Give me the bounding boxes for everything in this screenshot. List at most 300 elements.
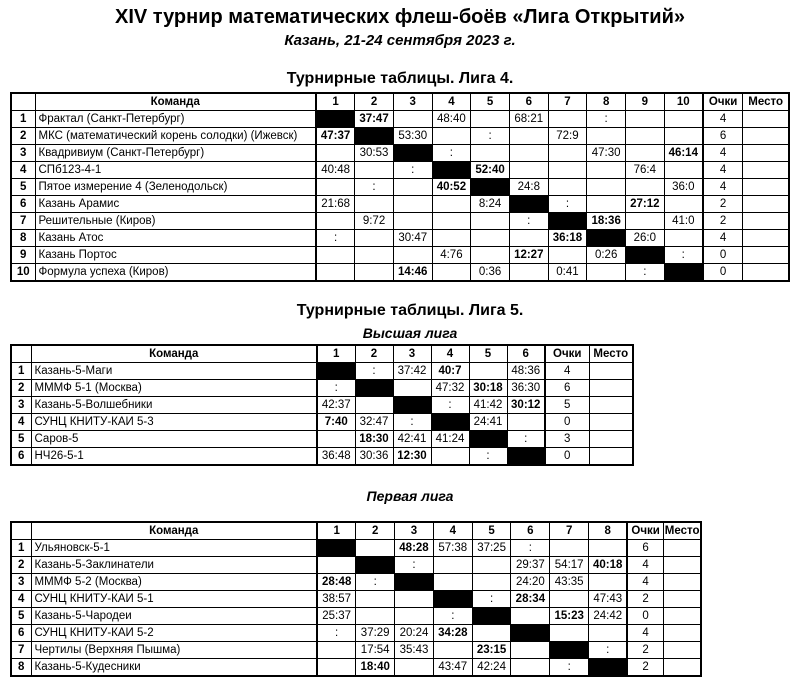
result-cell — [587, 179, 626, 196]
result-cell — [431, 448, 469, 466]
document-title: XIV турнир математических флеш-боёв «Лига Открытий» — [114, 6, 685, 28]
table-row — [11, 380, 633, 397]
place-cell — [743, 264, 789, 282]
result-cell: : — [317, 380, 355, 397]
result-cell: 47:30 — [587, 145, 626, 162]
higher-league-title: Высшая лига — [362, 325, 458, 341]
team-name: Ульяновск-5-1 — [31, 540, 317, 557]
result-cell — [433, 574, 472, 591]
points-cell: 0 — [545, 414, 589, 431]
header-team: Команда — [31, 522, 317, 540]
result-cell: 42:37 — [317, 397, 355, 414]
result-cell — [317, 557, 356, 574]
team-name: СУНЦ КНИТУ-КАИ 5-1 — [31, 591, 317, 608]
result-cell — [471, 111, 510, 128]
result-cell — [356, 540, 395, 557]
header-opponent-2: 2 — [355, 345, 393, 363]
diagonal-cell — [511, 625, 550, 642]
place-cell — [589, 397, 633, 414]
result-cell: 47:37 — [316, 128, 355, 145]
higher-league-table — [10, 344, 634, 466]
points-cell: 0 — [703, 247, 743, 264]
result-cell — [589, 540, 628, 557]
diagonal-cell — [317, 363, 355, 380]
result-cell — [626, 111, 665, 128]
points-cell: 0 — [545, 448, 589, 466]
league4-title: Турнирные таблицы. Лига 4. — [286, 70, 514, 87]
header-opponent-8: 8 — [589, 522, 628, 540]
result-cell — [664, 128, 703, 145]
result-cell: 24:41 — [469, 414, 507, 431]
table-row — [11, 431, 633, 448]
first-league-title: Первая лига — [366, 488, 454, 504]
header-opponent-2: 2 — [355, 93, 394, 111]
row-number: 3 — [11, 145, 35, 162]
result-cell: 68:21 — [509, 111, 548, 128]
result-cell: 41:24 — [431, 431, 469, 448]
result-cell: 46:14 — [664, 145, 703, 162]
row-number: 1 — [11, 111, 35, 128]
result-cell: : — [317, 625, 356, 642]
place-cell — [743, 128, 789, 145]
diagonal-cell — [550, 642, 589, 659]
result-cell: 0:26 — [587, 247, 626, 264]
result-cell: : — [432, 145, 471, 162]
header-opponent-3: 3 — [393, 93, 432, 111]
header-opponent-10: 10 — [664, 93, 703, 111]
header-points: Очки — [627, 522, 663, 540]
diagonal-cell — [587, 230, 626, 247]
result-cell: 42:24 — [472, 659, 511, 677]
result-cell — [393, 380, 431, 397]
row-number: 3 — [11, 574, 31, 591]
result-cell: : — [355, 363, 393, 380]
result-cell: 28:48 — [317, 574, 356, 591]
result-cell — [356, 591, 395, 608]
team-name: Фрактал (Санкт-Петербург) — [35, 111, 316, 128]
diagonal-cell — [317, 540, 356, 557]
result-cell: 54:17 — [550, 557, 589, 574]
result-cell — [395, 659, 434, 677]
header-opponent-4: 4 — [431, 345, 469, 363]
result-cell — [355, 264, 394, 282]
result-cell — [587, 264, 626, 282]
table-row — [11, 448, 633, 466]
place-cell — [589, 363, 633, 380]
team-name: Квадривиум (Санкт-Петербург) — [35, 145, 316, 162]
header-opponent-3: 3 — [395, 522, 434, 540]
table-row — [11, 414, 633, 431]
points-cell: 4 — [703, 162, 743, 179]
result-cell — [471, 247, 510, 264]
row-number: 2 — [11, 380, 31, 397]
points-cell: 2 — [627, 659, 663, 677]
league4-table — [10, 92, 790, 282]
result-cell — [548, 247, 587, 264]
row-number: 10 — [11, 264, 35, 282]
result-cell — [548, 179, 587, 196]
result-cell — [472, 625, 511, 642]
team-name: Решительные (Киров) — [35, 213, 316, 230]
diagonal-cell — [589, 659, 628, 677]
diagonal-cell — [395, 574, 434, 591]
diagonal-cell — [431, 414, 469, 431]
header-place: Место — [743, 93, 789, 111]
table-row — [11, 264, 789, 282]
table-row — [11, 162, 789, 179]
result-cell: 47:32 — [431, 380, 469, 397]
result-cell: 14:46 — [393, 264, 432, 282]
team-name: Пятое измерение 4 (Зеленодольск) — [35, 179, 316, 196]
result-cell — [316, 213, 355, 230]
result-cell: : — [472, 591, 511, 608]
place-cell — [743, 196, 789, 213]
result-cell — [395, 591, 434, 608]
row-number: 1 — [11, 540, 31, 557]
result-cell: : — [511, 540, 550, 557]
result-cell: 23:15 — [472, 642, 511, 659]
row-number: 5 — [11, 431, 31, 448]
header-row — [11, 522, 701, 540]
team-name: МКС (математический корень солодки) (Ижевск) — [35, 128, 316, 145]
place-cell — [589, 380, 633, 397]
result-cell: 15:23 — [550, 608, 589, 625]
place-cell — [589, 431, 633, 448]
result-cell — [471, 145, 510, 162]
header-opponent-4: 4 — [432, 93, 471, 111]
diagonal-cell — [548, 213, 587, 230]
table-row — [11, 625, 701, 642]
place-cell — [663, 540, 701, 557]
table-row — [11, 230, 789, 247]
place-cell — [663, 591, 701, 608]
points-cell: 2 — [627, 591, 663, 608]
header-opponent-9: 9 — [626, 93, 665, 111]
table-row — [11, 397, 633, 414]
result-cell — [472, 574, 511, 591]
result-cell — [316, 179, 355, 196]
points-cell: 4 — [703, 230, 743, 247]
result-cell: 26:0 — [626, 230, 665, 247]
result-cell: : — [355, 179, 394, 196]
place-cell — [663, 608, 701, 625]
place-cell — [743, 111, 789, 128]
result-cell — [432, 230, 471, 247]
result-cell: : — [626, 264, 665, 282]
result-cell — [626, 145, 665, 162]
header-points: Очки — [703, 93, 743, 111]
result-cell: 52:40 — [471, 162, 510, 179]
result-cell: 21:68 — [316, 196, 355, 213]
table-row — [11, 557, 701, 574]
diagonal-cell — [393, 145, 432, 162]
team-name: СПб123-4-1 — [35, 162, 316, 179]
header-opponent-6: 6 — [509, 93, 548, 111]
result-cell — [432, 213, 471, 230]
place-cell — [743, 247, 789, 264]
header-number — [11, 522, 31, 540]
result-cell — [355, 247, 394, 264]
points-cell: 4 — [627, 557, 663, 574]
result-cell — [316, 145, 355, 162]
result-cell — [664, 111, 703, 128]
diagonal-cell — [469, 431, 507, 448]
result-cell — [355, 196, 394, 213]
team-name: Казань Атос — [35, 230, 316, 247]
result-cell — [589, 574, 628, 591]
header-opponent-1: 1 — [316, 93, 355, 111]
row-number: 4 — [11, 162, 35, 179]
diagonal-cell — [316, 111, 355, 128]
result-cell: 24:8 — [509, 179, 548, 196]
place-cell — [663, 574, 701, 591]
team-name: Казань Портос — [35, 247, 316, 264]
result-cell: 30:36 — [355, 448, 393, 466]
points-cell: 6 — [627, 540, 663, 557]
points-cell: 0 — [703, 264, 743, 282]
table-row — [11, 179, 789, 196]
diagonal-cell — [664, 264, 703, 282]
result-cell — [432, 264, 471, 282]
result-cell: 28:34 — [511, 591, 550, 608]
result-cell: : — [433, 608, 472, 625]
result-cell: 43:47 — [433, 659, 472, 677]
result-cell: 37:47 — [355, 111, 394, 128]
table-row — [11, 247, 789, 264]
table-row — [11, 213, 789, 230]
header-opponent-6: 6 — [507, 345, 545, 363]
diagonal-cell — [471, 179, 510, 196]
result-cell: : — [589, 642, 628, 659]
result-cell — [507, 414, 545, 431]
place-cell — [743, 213, 789, 230]
table-row — [11, 540, 701, 557]
result-cell: 36:18 — [548, 230, 587, 247]
result-cell: 20:24 — [395, 625, 434, 642]
header-opponent-3: 3 — [393, 345, 431, 363]
table-row — [11, 574, 701, 591]
result-cell: 37:42 — [393, 363, 431, 380]
result-cell: 8:24 — [471, 196, 510, 213]
result-cell: 53:30 — [393, 128, 432, 145]
result-cell: : — [356, 574, 395, 591]
row-number: 8 — [11, 230, 35, 247]
header-opponent-1: 1 — [317, 522, 356, 540]
table-row — [11, 363, 633, 380]
header-opponent-1: 1 — [317, 345, 355, 363]
result-cell: 32:47 — [355, 414, 393, 431]
result-cell: 41:42 — [469, 397, 507, 414]
result-cell: : — [548, 196, 587, 213]
team-name: НЧ26-5-1 — [31, 448, 317, 466]
header-opponent-7: 7 — [548, 93, 587, 111]
team-name: Казань-5-Заклинатели — [31, 557, 317, 574]
result-cell: 43:35 — [550, 574, 589, 591]
result-cell — [355, 397, 393, 414]
points-cell: 2 — [703, 213, 743, 230]
result-cell — [511, 608, 550, 625]
result-cell — [469, 363, 507, 380]
result-cell — [509, 128, 548, 145]
result-cell: 40:18 — [589, 557, 628, 574]
points-cell: 4 — [627, 574, 663, 591]
diagonal-cell — [355, 128, 394, 145]
row-number: 5 — [11, 608, 31, 625]
result-cell: 48:28 — [395, 540, 434, 557]
table-row — [11, 642, 701, 659]
result-cell: 48:40 — [432, 111, 471, 128]
team-name: Формула успеха (Киров) — [35, 264, 316, 282]
result-cell: 37:29 — [356, 625, 395, 642]
result-cell: : — [469, 448, 507, 466]
row-number: 7 — [11, 642, 31, 659]
result-cell: 36:0 — [664, 179, 703, 196]
place-cell — [589, 414, 633, 431]
team-name: Казань-5-Маги — [31, 363, 317, 380]
result-cell — [626, 213, 665, 230]
header-opponent-5: 5 — [472, 522, 511, 540]
result-cell — [472, 557, 511, 574]
header-opponent-4: 4 — [433, 522, 472, 540]
result-cell — [626, 128, 665, 145]
result-cell: 57:38 — [433, 540, 472, 557]
place-cell — [663, 557, 701, 574]
diagonal-cell — [393, 397, 431, 414]
diagonal-cell — [507, 448, 545, 466]
result-cell — [664, 162, 703, 179]
result-cell: 30:12 — [507, 397, 545, 414]
result-cell: 47:43 — [589, 591, 628, 608]
result-cell: 37:25 — [472, 540, 511, 557]
table-row — [11, 659, 701, 677]
result-cell — [587, 196, 626, 213]
result-cell: 40:52 — [432, 179, 471, 196]
result-cell: 30:18 — [469, 380, 507, 397]
result-cell: 7:40 — [317, 414, 355, 431]
result-cell — [395, 608, 434, 625]
result-cell: 0:41 — [548, 264, 587, 282]
team-name: Казань-5-Волшебники — [31, 397, 317, 414]
result-cell — [548, 162, 587, 179]
result-cell: 40:7 — [431, 363, 469, 380]
table-row — [11, 196, 789, 213]
result-cell — [664, 230, 703, 247]
result-cell: : — [550, 659, 589, 677]
result-cell: 76:4 — [626, 162, 665, 179]
result-cell — [626, 179, 665, 196]
place-cell — [663, 659, 701, 677]
result-cell: 12:30 — [393, 448, 431, 466]
header-opponent-2: 2 — [356, 522, 395, 540]
row-number: 3 — [11, 397, 31, 414]
result-cell — [509, 162, 548, 179]
result-cell: : — [507, 431, 545, 448]
diagonal-cell — [626, 247, 665, 264]
header-opponent-7: 7 — [550, 522, 589, 540]
row-number: 2 — [11, 557, 31, 574]
result-cell — [471, 213, 510, 230]
result-cell: 25:37 — [317, 608, 356, 625]
diagonal-cell — [356, 557, 395, 574]
place-cell — [663, 642, 701, 659]
result-cell: : — [393, 162, 432, 179]
team-name: Чертилы (Верхняя Пышма) — [31, 642, 317, 659]
result-cell — [393, 247, 432, 264]
row-number: 6 — [11, 448, 31, 466]
result-cell — [317, 431, 355, 448]
header-row — [11, 93, 789, 111]
result-cell: 30:47 — [393, 230, 432, 247]
points-cell: 4 — [703, 179, 743, 196]
points-cell: 0 — [627, 608, 663, 625]
result-cell — [550, 591, 589, 608]
result-cell: 24:42 — [589, 608, 628, 625]
header-team: Команда — [31, 345, 317, 363]
result-cell: : — [509, 213, 548, 230]
table-row — [11, 145, 789, 162]
team-name: Казань Арамис — [35, 196, 316, 213]
result-cell: : — [431, 397, 469, 414]
place-cell — [743, 145, 789, 162]
result-cell: : — [471, 128, 510, 145]
points-cell: 4 — [627, 625, 663, 642]
points-cell: 3 — [545, 431, 589, 448]
result-cell — [356, 608, 395, 625]
row-number: 4 — [11, 591, 31, 608]
result-cell: 42:41 — [393, 431, 431, 448]
result-cell — [355, 162, 394, 179]
points-cell: 4 — [545, 363, 589, 380]
points-cell: 4 — [703, 111, 743, 128]
table-row — [11, 608, 701, 625]
result-cell — [509, 145, 548, 162]
result-cell — [393, 196, 432, 213]
result-cell — [316, 264, 355, 282]
header-opponent-6: 6 — [511, 522, 550, 540]
row-number: 8 — [11, 659, 31, 677]
result-cell: : — [316, 230, 355, 247]
points-cell: 6 — [703, 128, 743, 145]
result-cell: 38:57 — [317, 591, 356, 608]
result-cell: 9:72 — [355, 213, 394, 230]
result-cell: : — [393, 414, 431, 431]
table-row — [11, 111, 789, 128]
team-name: СУНЦ КНИТУ-КАИ 5-3 — [31, 414, 317, 431]
result-cell — [550, 625, 589, 642]
header-number — [11, 345, 31, 363]
result-cell — [587, 128, 626, 145]
result-cell — [317, 642, 356, 659]
result-cell — [433, 642, 472, 659]
row-number: 9 — [11, 247, 35, 264]
result-cell — [393, 179, 432, 196]
result-cell — [548, 111, 587, 128]
result-cell — [471, 230, 510, 247]
result-cell: 27:12 — [626, 196, 665, 213]
table-row — [11, 591, 701, 608]
header-number — [11, 93, 35, 111]
document-subtitle: Казань, 21-24 сентября 2023 г. — [284, 32, 516, 49]
result-cell — [393, 213, 432, 230]
result-cell: : — [587, 111, 626, 128]
header-points: Очки — [545, 345, 589, 363]
team-name: Саров-5 — [31, 431, 317, 448]
row-number: 2 — [11, 128, 35, 145]
result-cell — [393, 111, 432, 128]
row-number: 6 — [11, 625, 31, 642]
team-name: МММФ 5-1 (Москва) — [31, 380, 317, 397]
result-cell: 34:28 — [433, 625, 472, 642]
